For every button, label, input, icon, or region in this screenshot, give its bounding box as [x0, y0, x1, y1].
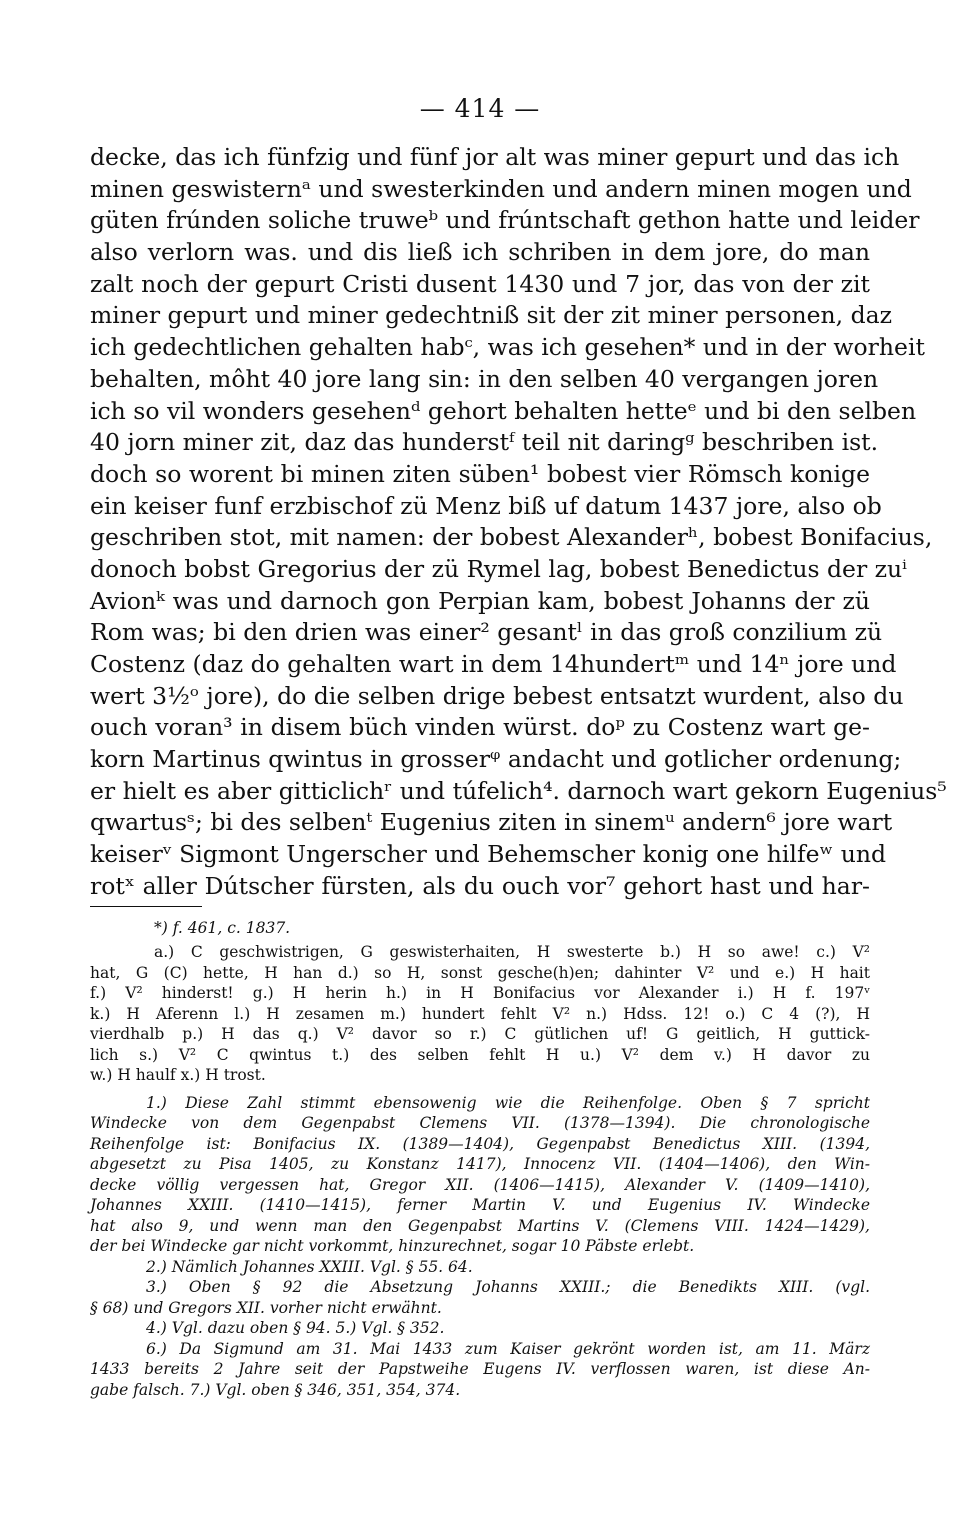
commentary-note-line: gabe falsch. 7.) Vgl. oben § 346, 351, 354, 374.	[90, 1380, 461, 1399]
footnotes	[90, 914, 870, 1400]
page-number: — 414 —	[419, 94, 541, 123]
text-line: güten frúnden soliche truweᵇ und frúntschaft gethon hatte und leider	[90, 206, 920, 235]
text-line: rotˣ aller Dútscher fürsten, als du ouch vor⁷ gehort hast und har-	[90, 871, 870, 900]
text-line: keiserᵛ Sigmont Ungerscher und Behemscher konig one hilfeʷ und	[90, 840, 887, 869]
commentary-note-line: 1.) Diese Zahl stimmt ebensowenig wie die Reihenfolge. Oben § 7 spricht	[146, 1093, 870, 1112]
commentary-note-line: Windecke von dem Gegenpabst Clemens VII. (1378—1394). Die chronologische	[90, 1114, 870, 1132]
variant-note-line: vierdhalb p.) H das q.) V² davor so r.) C gütlichen uf! G geitlich, H guttick-	[90, 1025, 870, 1043]
variant-notes	[90, 942, 870, 1086]
commentary-note-line: der bei Windecke gar nicht vorkommt, hinzurechnet, sogar 10 Päbste erlebt.	[90, 1237, 695, 1255]
text-line: zalt noch der gepurt Cristi dusent 1430 und 7 jor, das von der zit	[90, 269, 870, 298]
commentary-note-line: 6.) Da Sigmund am 31. Mai 1433 zum Kaiser gekrönt worden ist, am 11. März	[146, 1339, 870, 1358]
text-line: wert 3½ᵒ jore), do die selben drige bebest entsatzt wurdent, also du	[90, 681, 904, 710]
text-line: ich gedechtlichen gehalten habᶜ, was ich gesehen* und in der worheit	[90, 333, 925, 362]
text-line: er hielt es aber gitticlichʳ und túfelich⁴. darnoch wart gekorn Eugenius⁵	[90, 776, 947, 805]
text-line: korn Martinus qwintus in grosserᵠ andacht und gotlicher ordenung;	[90, 745, 902, 774]
commentary-note-line: Reihenfolge ist: Bonifacius IX. (1389—1404), Gegenpabst Benedictus XIII. (1394,	[90, 1134, 870, 1153]
commentary-note-line: abgesetzt zu Pisa 1405, zu Konstanz 1417), Innocenz VII. (1404—1406), den Win-	[90, 1155, 870, 1173]
commentary-note-line: § 68) und Gregors XII. vorher nicht erwähnt.	[90, 1298, 442, 1317]
main-text	[90, 142, 947, 903]
commentary-note-line: Johannes XXIII. (1410—1415), ferner Martin V. und Eugenius IV. Windecke	[90, 1196, 870, 1214]
variant-note-line: a.) C geschwistrigen, G geswisterhaiten, H swesterte b.) H so awe! c.) V²	[154, 943, 870, 961]
text-line: decke, das ich fünfzig und fünf jor alt was miner gepurt und das ich	[90, 143, 900, 171]
text-line: 40 jorn miner zit, daz das hunderstᶠ teil nit daringᵍ beschriben ist.	[90, 428, 879, 457]
text-line: ich so vil wonders gesehenᵈ gehort behalten hetteᵉ und bi den selben	[90, 396, 917, 425]
commentary-note-line: 2.) Nämlich Johannes XXIII. Vgl. § 55. 64.	[146, 1257, 473, 1276]
variant-note-line: f.) V² hinderst! g.) H herin h.) in H Bonifacius vor Alexander i.) H f. 197ᵛ	[90, 984, 870, 1002]
variant-note-line: w.) H haulf x.) H trost.	[90, 1066, 266, 1084]
commentary-note-line: hat also 9, und wenn man den Gegenpabst Martins V. (Clemens VIII. 1424—1429),	[90, 1216, 870, 1235]
commentary-note-line: decke völlig vergessen hat, Gregor XII. (1406—1415), Alexander V. (1409—1410),	[90, 1175, 870, 1194]
text-line: Rom was; bi den drien was einer² gesantˡ in das groß conzilium zü	[90, 618, 883, 647]
text-line: doch so worent bi minen ziten süben¹ bobest vier Römsch konige	[90, 459, 870, 488]
text-line: Costenz (daz do gehalten wart in dem 14hundertᵐ und 14ⁿ jore und	[90, 650, 897, 678]
commentary-notes	[90, 1093, 870, 1401]
text-line: ouch voran³ in disem büch vinden würst. doᵖ zu Costenz wart ge-	[90, 713, 870, 742]
variant-note-line: lich s.) V² C qwintus t.) des selben fehlt H u.) V² dem v.) H davor zu	[90, 1045, 870, 1064]
footnote-divider	[90, 906, 202, 907]
variant-note-line: hat, G (C) hette, H han d.) so H, sonst gesche(h)en; dahinter V² und e.) H hait	[90, 963, 870, 982]
commentary-note-line: 3.) Oben § 92 die Absetzung Johanns XXIII.; die Benedikts XIII. (vgl.	[146, 1278, 870, 1296]
variant-note-line: k.) H Aferenn l.) H zesamen m.) hundert fehlt V² n.) Hdss. 12! o.) C 4 (?), H	[90, 1004, 870, 1023]
text-line: miner gepurt und miner gedechtniß sit der zit miner personen, daz	[90, 301, 893, 330]
star-footnote: *) f. 461, c. 1837.	[154, 919, 291, 937]
commentary-note-line: 4.) Vgl. dazu oben § 94. 5.) Vgl. § 352.	[146, 1319, 445, 1337]
commentary-note-line: 1433 bereits 2 Jahre seit der Papstweihe Eugens IV. verflossen waren, ist diese An-	[90, 1360, 870, 1378]
text-line: also verlorn was. und dis ließ ich schriben in dem jore, do man	[90, 238, 870, 267]
text-line: behalten, môht 40 jore lang sin: in den selben 40 vergangen joren	[90, 364, 879, 393]
text-line: ein keiser funf erzbischof zü Menz biß uf datum 1437 jore, also ob	[90, 491, 882, 520]
text-line: donoch bobst Gregorius der zü Rymel lag, bobest Benedictus der zuⁱ	[90, 554, 907, 583]
text-line: qwartusˢ; bi des selbenᵗ Eugenius ziten in sinemᵘ andern⁶ jore wart	[90, 808, 893, 837]
text-line: Avionᵏ was und darnoch gon Perpian kam, bobest Johanns der zü	[90, 586, 870, 615]
text-line: geschriben stot, mit namen: der bobest Alexanderʰ, bobest Bonifacius,	[90, 523, 933, 552]
text-line: minen geswisternᵃ und swesterkinden und andern minen mogen und	[90, 174, 912, 203]
